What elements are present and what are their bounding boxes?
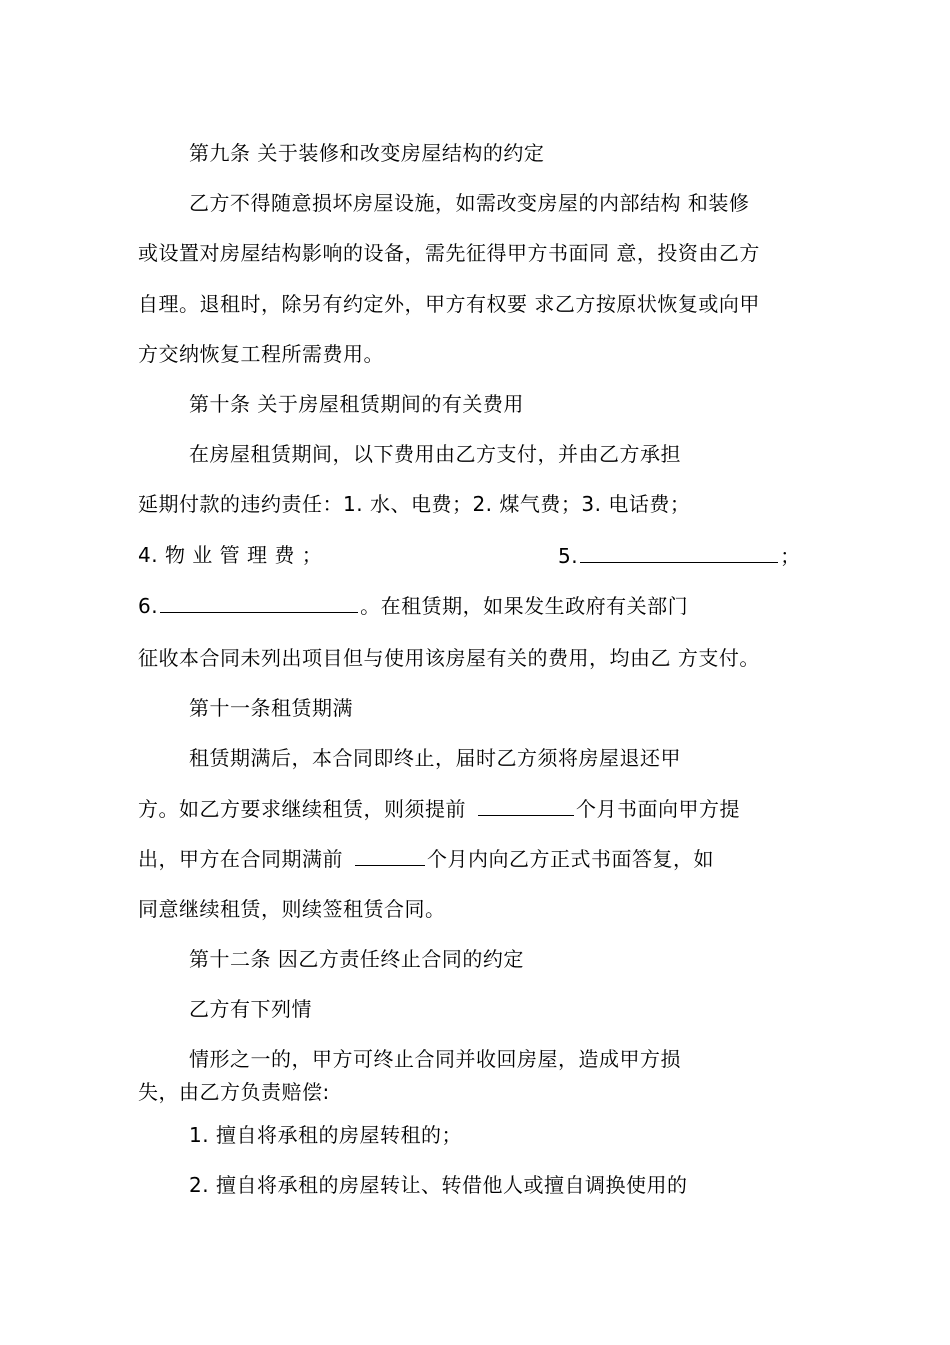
article-10-fee-list-line: 延期付款的违约责任：1. 水、电费；2. 煤气费；3. 电话费；	[138, 492, 691, 516]
article-9-paragraph-line: 或设置对房屋结构影响的设备，需先征得甲方书面同 意，投资由乙方	[138, 241, 760, 265]
article-11-advance-notice-text: 方。如乙方要求继续租赁，则须提前	[138, 797, 466, 821]
fee-item-6-blank	[160, 592, 358, 613]
article-12-list-item: 1. 擅自将承租的房屋转租的；	[189, 1123, 462, 1147]
fee-item-6-text: 。在租赁期，如果发生政府有关部门	[360, 594, 689, 618]
article-12-list-item: 2. 擅自将承租的房屋转让、转借他人或擅自调换使用的	[189, 1173, 688, 1197]
article-11-paragraph-line: 租赁期满后，本合同即终止，届时乙方须将房屋退还甲	[189, 746, 681, 770]
article-11-reply-text: 出，甲方在合同期满前	[138, 847, 343, 871]
article-12-paragraph-line: 失，由乙方负责赔偿:	[138, 1080, 330, 1104]
article-10-item-6-line	[138, 592, 688, 619]
fee-item-6-label: 6.	[138, 594, 159, 618]
article-9-paragraph-line: 乙方不得随意损坏房屋设施，如需改变房屋的内部结构 和装修	[189, 191, 750, 215]
article-12-heading: 第十二条 因乙方责任终止合同的约定	[189, 947, 524, 971]
article-10-paragraph-line: 征收本合同未列出项目但与使用该房屋有关的费用，均由乙 方支付。	[138, 646, 760, 670]
fee-item-4: 4. 物 业 管 理 费 ；	[138, 543, 323, 567]
article-9-heading: 第九条 关于装修和改变房屋结构的约定	[189, 141, 545, 165]
article-11-paragraph-line: 同意继续租赁，则续签租赁合同。	[138, 897, 446, 921]
article-11-advance-notice-suffix: 个月书面向甲方提	[576, 797, 740, 821]
advance-months-blank	[478, 795, 574, 816]
article-11-reply-suffix: 个月内向乙方正式书面答复，如	[427, 847, 714, 871]
fee-item-5-label: 5.	[558, 544, 579, 568]
article-9-paragraph-line: 自理。退租时，除另有约定外，甲方有权要 求乙方按原状恢复或向甲	[138, 292, 760, 316]
article-10-fee-items-row	[138, 542, 801, 568]
article-11-paragraph-line	[138, 845, 714, 872]
fee-item-5-punct: ；	[780, 544, 801, 568]
fee-item-5-blank	[580, 542, 778, 563]
reply-months-blank	[355, 845, 425, 866]
article-12-paragraph-line: 乙方有下列情	[189, 997, 312, 1021]
article-10-paragraph-line: 在房屋租赁期间，以下费用由乙方支付，并由乙方承担	[189, 442, 681, 466]
article-9-paragraph-line: 方交纳恢复工程所需费用。	[138, 342, 384, 366]
fee-item-5	[558, 542, 801, 569]
article-12-paragraph-line: 情形之一的，甲方可终止合同并收回房屋，造成甲方损	[189, 1047, 681, 1071]
article-11-paragraph-line	[138, 795, 740, 822]
article-11-heading: 第十一条租赁期满	[189, 696, 353, 720]
article-10-heading: 第十条 关于房屋租赁期间的有关费用	[189, 392, 524, 416]
